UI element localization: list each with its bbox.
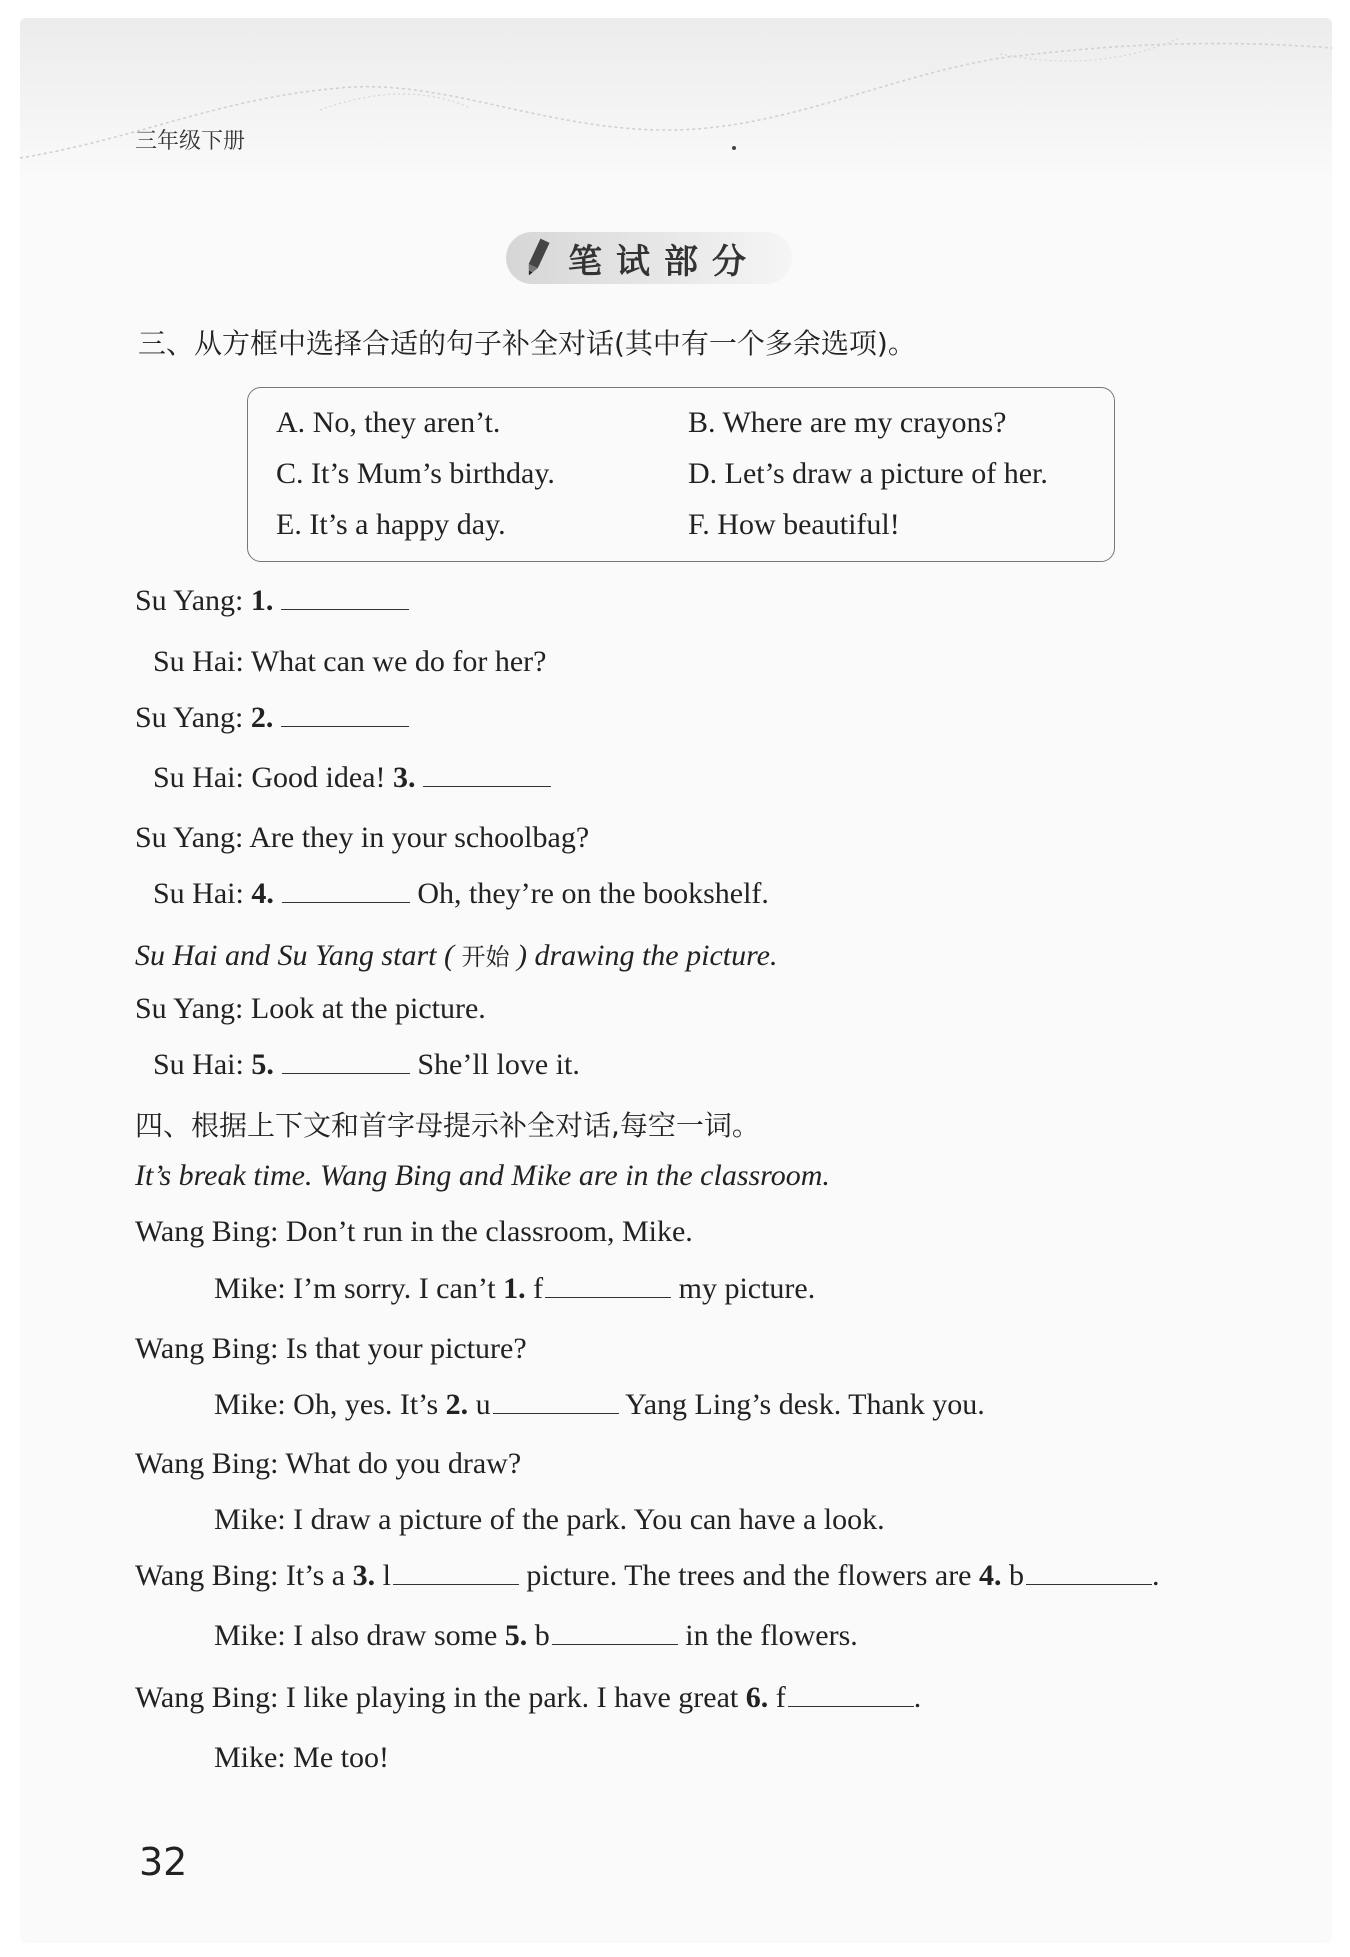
line-text: in the flowers. — [685, 1619, 858, 1652]
answer-blank[interactable] — [282, 878, 410, 903]
line-text: Oh, yes. It’s — [293, 1388, 439, 1421]
answer-blank[interactable] — [282, 1049, 410, 1074]
dialogue-line — [135, 821, 589, 855]
line-text: Are they in your schoolbag? — [249, 821, 590, 854]
dialogue-line — [153, 877, 769, 911]
speaker: Su Yang: — [135, 701, 244, 734]
option-b: B. Where are my crayons? — [688, 406, 1007, 439]
blank-number: 4. — [979, 1559, 1002, 1592]
line-text: picture. The trees and the flowers are — [526, 1559, 972, 1592]
speaker: Su Yang: — [135, 821, 244, 854]
line-text: Me too! — [293, 1741, 389, 1774]
stage-chinese: 开始 — [461, 943, 510, 971]
initial-letter: f — [775, 1681, 786, 1714]
stage-direction — [135, 937, 777, 973]
speaker: Mike: — [214, 1272, 286, 1305]
dialogue-line — [135, 1681, 921, 1715]
answer-blank[interactable] — [281, 702, 409, 727]
dialogue-line — [135, 1332, 527, 1366]
speaker: Su Yang: — [135, 584, 244, 617]
grade-label: 三年级下册 — [135, 129, 246, 154]
line-text: Yang Ling’s desk. Thank you. — [625, 1388, 985, 1421]
initial-letter: l — [382, 1559, 391, 1592]
workbook-page — [20, 18, 1332, 1943]
speaker: Wang Bing: — [135, 1681, 279, 1714]
line-text: Don’t run in the classroom, Mike. — [285, 1215, 693, 1248]
dialogue-line — [214, 1619, 858, 1653]
dialogue-line — [214, 1272, 815, 1306]
line-text: Oh, they’re on the bookshelf. — [417, 877, 769, 910]
blank-number: 1. — [503, 1272, 526, 1305]
line-text: I draw a picture of the park. You can have a look. — [293, 1503, 885, 1536]
dialogue-line — [135, 701, 409, 735]
line-text: my picture. — [678, 1272, 816, 1305]
initial-letter: f — [533, 1272, 544, 1305]
dialogue-line — [153, 645, 547, 679]
speaker: Mike: — [214, 1741, 286, 1774]
dialogue-line — [153, 761, 551, 795]
speaker: Su Yang: — [135, 992, 244, 1025]
speaker: Wang Bing: — [135, 1215, 279, 1248]
stage-text: Su Hai and Su Yang start ( — [135, 939, 454, 972]
speaker: Su Hai: — [153, 877, 244, 910]
blank-number: 4. — [251, 877, 274, 910]
blank-number: 1. — [250, 584, 274, 617]
section4-intro: It’s break time. Wang Bing and Mike are in the classroom. — [135, 1159, 830, 1192]
answer-blank[interactable] — [281, 585, 409, 610]
dialogue-line — [135, 584, 409, 618]
dialogue-line — [214, 1503, 885, 1537]
line-text: It’s a — [285, 1559, 346, 1592]
line-text: Look at the picture. — [250, 992, 486, 1025]
answer-blank[interactable] — [552, 1620, 678, 1645]
blank-number: 6. — [745, 1681, 769, 1714]
option-d: D. Let’s draw a picture of her. — [688, 457, 1048, 490]
blank-number: 2. — [445, 1388, 469, 1421]
choice-box — [247, 387, 1115, 562]
section4-heading: 四、根据上下文和首字母提示补全对话,每空一词。 — [135, 1109, 760, 1142]
speaker: Wang Bing: — [135, 1332, 279, 1365]
answer-blank[interactable] — [545, 1273, 671, 1298]
speaker: Mike: — [214, 1619, 286, 1652]
line-text: . — [913, 1681, 922, 1714]
speaker: Su Hai: — [153, 1048, 244, 1081]
initial-letter: u — [475, 1388, 491, 1421]
line-text: What can we do for her? — [250, 645, 547, 678]
line-text: I like playing in the park. I have great — [285, 1681, 739, 1714]
blank-number: 3. — [352, 1559, 376, 1592]
line-text: Good idea! — [251, 761, 386, 794]
banner-title: 笔试部分 — [568, 241, 760, 282]
line-text: She’ll love it. — [417, 1048, 580, 1081]
stage-text: ) drawing the picture. — [516, 939, 778, 972]
speaker: Wang Bing: — [135, 1447, 279, 1480]
line-text: . — [1152, 1559, 1160, 1592]
dialogue-line — [135, 992, 486, 1026]
pencil-icon — [520, 237, 554, 279]
speaker: Su Hai: — [153, 645, 244, 678]
dialogue-line — [214, 1741, 389, 1775]
dialogue-line — [135, 1559, 1160, 1593]
option-e: E. It’s a happy day. — [276, 508, 506, 541]
blank-number: 2. — [250, 701, 274, 734]
dialogue-line — [153, 1048, 580, 1082]
initial-letter: b — [1009, 1559, 1024, 1592]
dialogue-line — [135, 1215, 693, 1249]
speaker: Wang Bing: — [135, 1559, 279, 1592]
blank-number: 5. — [251, 1048, 274, 1081]
section-banner — [506, 232, 792, 284]
answer-blank[interactable] — [423, 762, 551, 787]
blank-number: 5. — [504, 1619, 528, 1652]
answer-blank[interactable] — [788, 1682, 914, 1707]
option-f: F. How beautiful! — [688, 508, 900, 541]
dialogue-line — [135, 1447, 521, 1481]
option-a: A. No, they aren’t. — [276, 406, 501, 439]
speaker: Mike: — [214, 1503, 286, 1536]
blank-number: 3. — [392, 761, 416, 794]
section3-heading: 三、从方框中选择合适的句子补全对话(其中有一个多余选项)。 — [138, 327, 916, 360]
answer-blank[interactable] — [1026, 1560, 1152, 1585]
option-c: C. It’s Mum’s birthday. — [276, 457, 555, 490]
line-text: What do you draw? — [285, 1447, 522, 1480]
page-number: 32 — [139, 1840, 188, 1884]
line-text: I’m sorry. I can’t — [293, 1272, 496, 1305]
speaker: Mike: — [214, 1388, 286, 1421]
speaker: Su Hai: — [153, 761, 244, 794]
answer-blank[interactable] — [493, 1389, 619, 1414]
line-text: I also draw some — [293, 1619, 498, 1652]
initial-letter: b — [534, 1619, 550, 1652]
answer-blank[interactable] — [393, 1560, 519, 1585]
header-decoration — [20, 18, 1332, 178]
line-text: Is that your picture? — [285, 1332, 527, 1365]
dialogue-line — [214, 1388, 985, 1422]
